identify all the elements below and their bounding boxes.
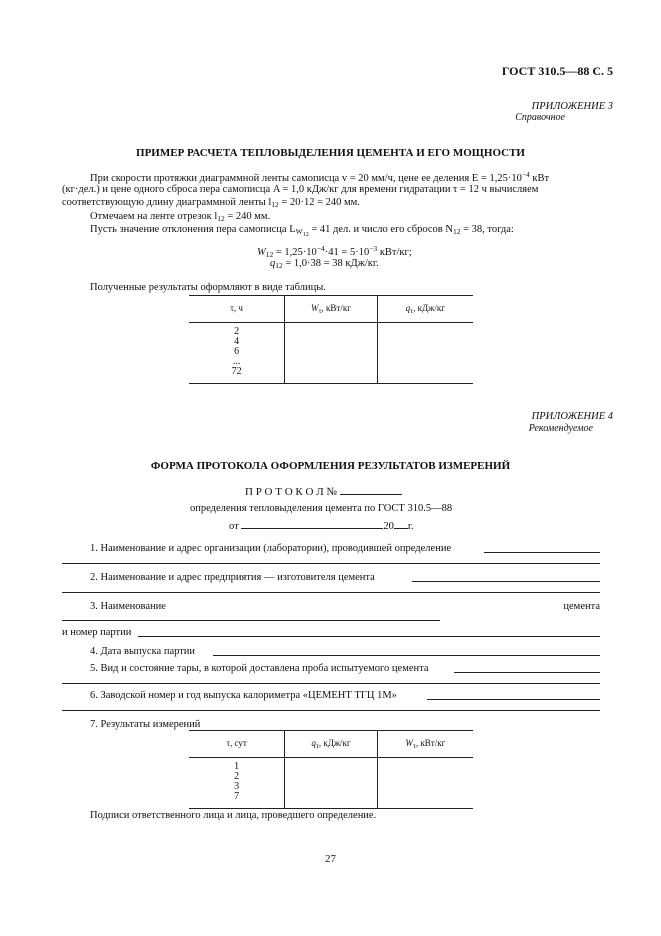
form-item-2-field[interactable] — [412, 581, 600, 582]
form-item-3-batch: и номер партии — [62, 627, 132, 638]
form-item-5: 5. Вид и состояние тары, в которой доставлена проба испытуемого цемента — [90, 663, 429, 674]
appendix-3-title: ПРИЛОЖЕНИЕ 3 — [531, 101, 613, 112]
appendix-4-status: Рекомендуемое — [528, 423, 593, 434]
table-header-heat: $q_\tau$, кДж/кг — [377, 296, 473, 323]
date-field[interactable] — [241, 519, 383, 529]
form-item-4: 4. Дата выпуска партии — [90, 646, 196, 657]
form-item-6: 6. Заводской номер и год выпуска калориметра «ЦЕМЕНТ ТГЦ 1М» — [90, 690, 397, 701]
paragraph-1-line-1: При скорости протяжки диаграммной ленты самописца v = 20 мм/ч, цене ее деления $E = 1,25\cdot 10^{-4}$ кВт — [90, 170, 550, 184]
protocol-number-field[interactable] — [340, 485, 402, 495]
table-cell-empty[interactable] — [285, 758, 377, 809]
results-table-appendix-4 — [189, 730, 473, 809]
table-cell: 72 — [231, 366, 242, 377]
signatures-text: Подписи ответственного лица и лица, проведшего определение. — [90, 810, 377, 821]
form-item-4-field[interactable] — [213, 655, 600, 656]
result-intro-text: Полученные результаты оформляют в виде таблицы. — [90, 282, 326, 293]
appendix-3-heading: ПРИМЕР РАСЧЕТА ТЕПЛОВЫДЕЛЕНИЯ ЦЕМЕНТА И ЕГО МОЩНОСТИ — [136, 147, 525, 159]
form-item-7: 7. Результаты измерений — [90, 719, 201, 730]
form-item-3-field[interactable] — [62, 620, 440, 621]
form-item-3-suffix: цемента — [563, 601, 600, 612]
form-item-3: 3. Наименование — [90, 601, 166, 612]
table-header-heat: $q_\tau$, кДж/кг — [285, 731, 377, 758]
form-item-1: 1. Наименование и адрес организации (лаборатории), проводившей определение — [90, 543, 452, 554]
table-cell-empty[interactable] — [377, 758, 473, 809]
appendix-4-heading: ФОРМА ПРОТОКОЛА ОФОРМЛЕНИЯ РЕЗУЛЬТАТОВ ИЗМЕРЕНИЙ — [150, 460, 511, 472]
paragraph-3: Пусть значение отклонения пера самописца $L_{W_{12}} = 41$ дел. и число его сбросов $N_{12} = 38$, тогда: — [90, 224, 514, 238]
table-cell: 7 — [234, 791, 240, 802]
paragraph-2: Отмечаем на ленте отрезок $l_{12} = 240$ мм. — [90, 211, 271, 223]
form-item-2: 2. Наименование и адрес предприятия — изготовителя цемента — [90, 572, 375, 583]
table-cell: 6 — [234, 346, 240, 357]
formula-2: $q_{12} = 1,0\cdot 38 = 38$ кДж/кг. — [270, 258, 379, 270]
form-item-6-field-line-2[interactable] — [62, 710, 600, 711]
protocol-title: П Р О Т О К О Л № — [245, 485, 402, 499]
form-item-5-field[interactable] — [454, 672, 600, 673]
page-number: 27 — [325, 853, 336, 865]
paragraph-1-line-2: (кг·дел.) и цене одного сброса пера самописца A = 1,0 кДж/кг для времени гидратации τ = 12 ч вычисляем — [62, 184, 539, 195]
table-cell: 1 — [234, 761, 240, 772]
table-header-power: $W_\tau$, кВт/кг — [285, 296, 377, 323]
appendix-3-status: Справочное — [515, 112, 565, 123]
table-cell: 2 — [234, 771, 240, 782]
form-item-5-field-line-2[interactable] — [62, 683, 600, 684]
paragraph-1-line-3: соответствующую длину диаграммной ленты $l_{12} = 20\cdot 12 = 240$ мм. — [62, 197, 360, 209]
form-item-1-field-line-2[interactable] — [62, 563, 600, 564]
table-cell-empty — [377, 323, 473, 384]
year-field[interactable] — [394, 519, 408, 529]
table-cell: ... — [232, 356, 241, 367]
form-item-1-field[interactable] — [484, 552, 600, 553]
form-item-6-field[interactable] — [427, 699, 600, 700]
table-cell-empty — [285, 323, 377, 384]
tau-values-cell — [189, 758, 285, 809]
page-header: ГОСТ 310.5—88 С. 5 — [501, 64, 613, 78]
form-item-3-batch-field[interactable] — [138, 636, 600, 637]
results-table-appendix-3 — [189, 295, 473, 384]
table-cell: 3 — [234, 781, 240, 792]
table-header-tau: τ, ч — [189, 296, 285, 323]
formula-1: $W_{12} = 1,25\cdot 10^{-4}\cdot 41 = 5\cdot 10^{-3}$ кВт/кг; — [257, 244, 412, 259]
table-header-tau: τ, сут — [189, 731, 285, 758]
protocol-date: от 20 г. — [229, 521, 414, 532]
tau-values-cell — [189, 323, 285, 384]
table-cell: 2 — [234, 326, 240, 337]
table-cell: 4 — [234, 336, 240, 347]
protocol-subtitle: определения тепловыделения цемента по ГОСТ 310.5—88 — [190, 503, 453, 514]
form-item-2-field-line-2[interactable] — [62, 592, 600, 593]
appendix-4-title: ПРИЛОЖЕНИЕ 4 — [531, 411, 613, 422]
table-header-power: $W_\tau$, кВт/кг — [377, 731, 473, 758]
